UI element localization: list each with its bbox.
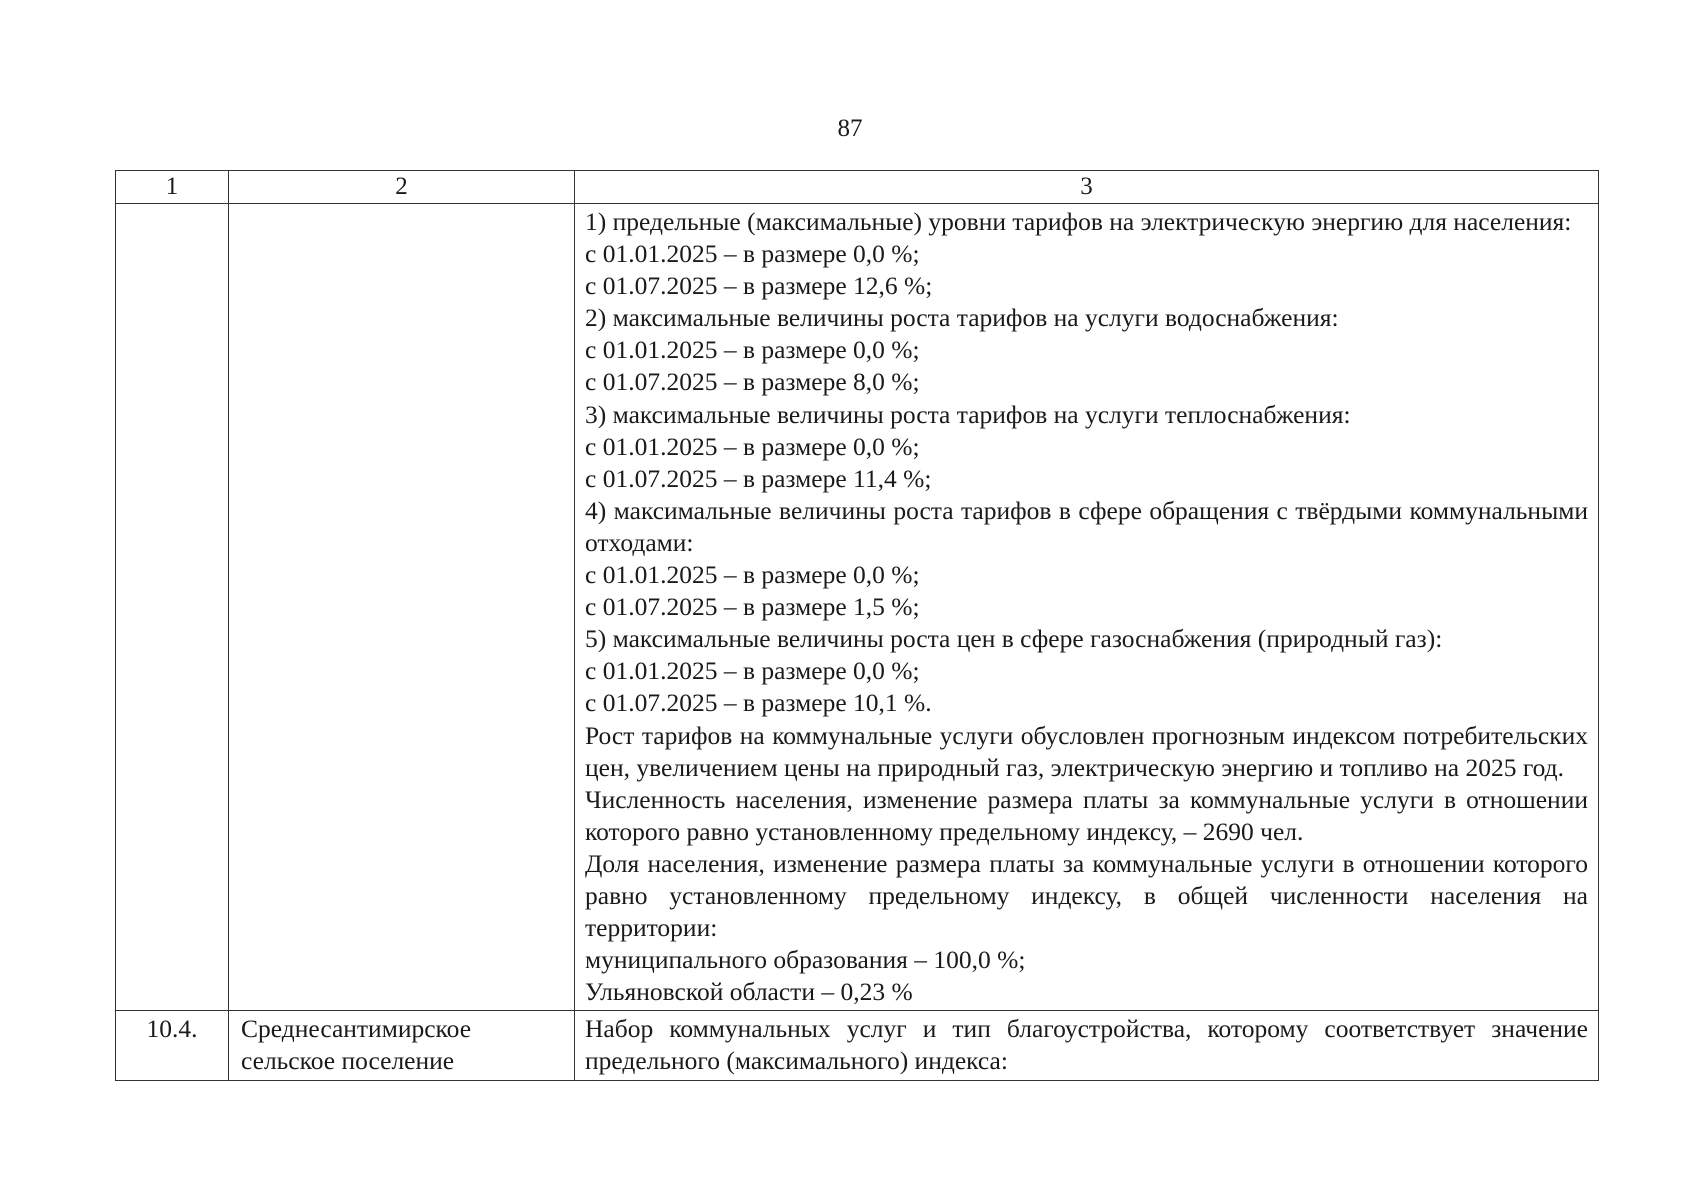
share-region: Ульяновской области – 0,23 % bbox=[585, 977, 913, 1007]
row2-content-text: Набор коммунальных услуг и тип благоустройства, которому соответствует значение предельного (максимального) индекса: bbox=[585, 1014, 1588, 1076]
item-4-line-1: с 01.01.2025 – в размере 0,0 %; bbox=[585, 560, 920, 590]
row1-number-cell bbox=[116, 204, 229, 1011]
paragraph-tariff-growth: Рост тарифов на коммунальные услуги обусловлен прогнозным индексом потребительских цен, увеличением цены на природный газ, электрическую энергию и топливо на 2025 год. bbox=[585, 720, 1588, 782]
item-2-heading: 2) максимальные величины роста тарифов на услуги водоснабжения: bbox=[585, 303, 1339, 333]
paragraph-population-count: Численность населения, изменение размера платы за коммунальные услуги в отношении которого равно установленному предельному индексу, – 2690 чел. bbox=[585, 784, 1588, 846]
item-3-line-1: с 01.01.2025 – в размере 0,0 %; bbox=[585, 431, 920, 461]
paragraph-population-share: Доля населения, изменение размера платы за коммунальные услуги в отношении которого равно установленному предельному индексу, в общей численности населения на территории: bbox=[585, 848, 1588, 943]
share-municipality: муниципального образования – 100,0 %; bbox=[585, 945, 1026, 975]
header-col-1: 1 bbox=[116, 171, 229, 204]
header-col-3: 3 bbox=[575, 171, 1599, 204]
row1-content-cell bbox=[575, 204, 1599, 1011]
item-3-line-2: с 01.07.2025 – в размере 11,4 %; bbox=[585, 463, 932, 493]
item-5-line-1: с 01.01.2025 – в размере 0,0 %; bbox=[585, 656, 920, 686]
table-row bbox=[116, 204, 1599, 1011]
tariff-table bbox=[115, 170, 1599, 1081]
row2-number-cell: 10.4. bbox=[116, 1011, 229, 1080]
item-5-heading: 5) максимальные величины роста цен в сфере газоснабжения (природный газ): bbox=[585, 624, 1443, 654]
item-1-heading: 1) предельные (максимальные) уровни тарифов на электрическую энергию для населения: bbox=[585, 207, 1572, 236]
item-2-line-1: с 01.01.2025 – в размере 0,0 %; bbox=[585, 335, 920, 365]
item-2-line-2: с 01.07.2025 – в размере 8,0 %; bbox=[585, 367, 920, 397]
item-1-line-1: с 01.01.2025 – в размере 0,0 %; bbox=[585, 239, 920, 269]
item-1-line-2: с 01.07.2025 – в размере 12,6 %; bbox=[585, 271, 933, 301]
item-4-heading: 4) максимальные величины роста тарифов в сфере обращения с твёрдыми коммунальными отходами: bbox=[585, 495, 1588, 557]
row2-content-cell bbox=[575, 1011, 1599, 1080]
page-number: 87 bbox=[837, 115, 863, 142]
item-4-line-2: с 01.07.2025 – в размере 1,5 %; bbox=[585, 592, 920, 622]
row2-name-cell: Среднесантимирское сельское поселение bbox=[229, 1011, 575, 1080]
item-5-line-2: с 01.07.2025 – в размере 10,1 %. bbox=[585, 688, 932, 718]
table-header-row bbox=[116, 171, 1599, 204]
table-row bbox=[116, 1011, 1599, 1080]
row1-name-cell bbox=[229, 204, 575, 1011]
item-3-heading: 3) максимальные величины роста тарифов на услуги теплоснабжения: bbox=[585, 399, 1351, 429]
header-col-2: 2 bbox=[229, 171, 575, 204]
